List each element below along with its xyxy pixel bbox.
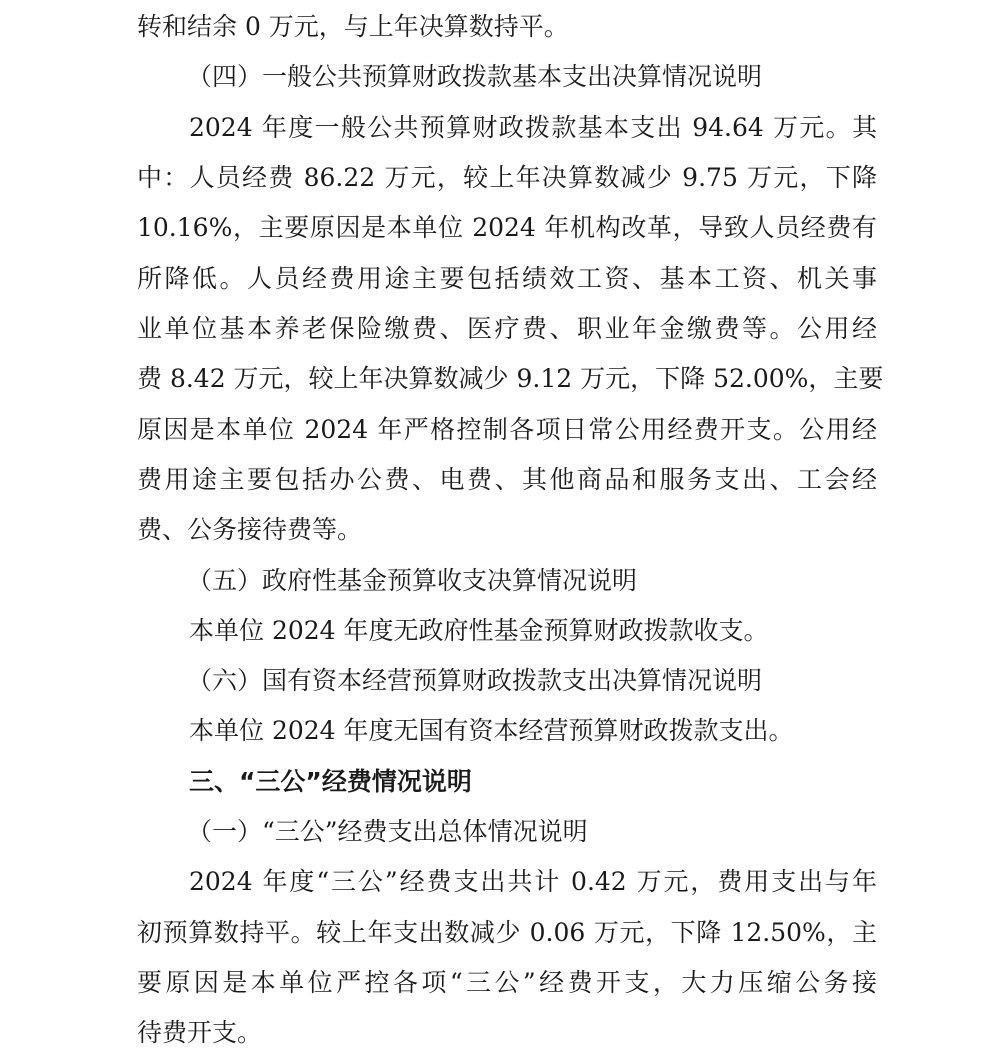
section-heading-1: （一）“三公”经费支出总体情况说明: [187, 817, 588, 846]
chapter-heading-3: 三、“三公”经费情况说明: [189, 767, 472, 796]
paragraph-line: 本单位 2024 年度无政府性基金预算财政拨款收支。: [189, 616, 769, 645]
paragraph-line: 所降低。人员经费用途主要包括绩效工资、基本工资、机关事: [137, 264, 877, 293]
paragraph-line: 费、公务接待费等。: [137, 515, 363, 544]
section-heading-6: （六）国有资本经营预算财政拨款支出决算情况说明: [187, 666, 763, 695]
paragraph-line: 10.16%，主要原因是本单位 2024 年机构改革，导致人员经费有: [137, 213, 877, 242]
paragraph-line: 转和结余 0 万元，与上年决算数持平。: [137, 12, 569, 41]
section-heading-4: （四）一般公共预算财政拨款基本支出决算情况说明: [187, 62, 763, 91]
paragraph-line: 业单位基本养老保险缴费、医疗费、职业年金缴费等。公用经: [137, 314, 877, 343]
section-heading-5: （五）政府性基金预算收支决算情况说明: [187, 566, 638, 595]
paragraph-line: 费用途主要包括办公费、电费、其他商品和服务支出、工会经: [137, 465, 877, 494]
paragraph-line: 本单位 2024 年度无国有资本经营预算财政拨款支出。: [189, 716, 794, 745]
paragraph-line: 待费开支。: [137, 1018, 263, 1047]
document-page: [137, 0, 884, 1056]
paragraph-line: 要原因是本单位严控各项“三公”经费开支，大力压缩公务接: [137, 968, 877, 997]
paragraph-line: 原因是本单位 2024 年严格控制各项日常公用经费开支。公用经: [137, 415, 877, 444]
paragraph-line: 初预算数持平。较上年支出数减少 0.06 万元，下降 12.50%，主: [137, 918, 877, 947]
paragraph-line: 中：人员经费 86.22 万元，较上年决算数减少 9.75 万元，下降: [137, 163, 877, 192]
paragraph-line: 2024 年度“三公”经费支出共计 0.42 万元，费用支出与年: [189, 867, 877, 896]
paragraph-line: 2024 年度一般公共预算财政拨款基本支出 94.64 万元。其: [189, 113, 877, 142]
paragraph-line: 费 8.42 万元，较上年决算数减少 9.12 万元，下降 52.00%，主要: [137, 364, 884, 393]
